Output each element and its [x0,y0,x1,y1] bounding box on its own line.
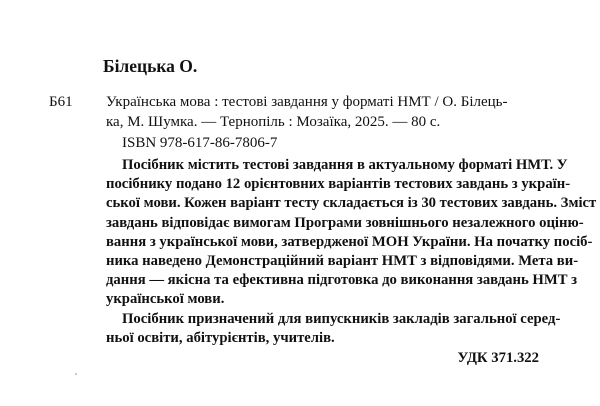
annotation-line: Посібник містить тестові завдання в актуальному форматі НМТ. У [122,157,568,173]
bibliographic-line: Українська мова : тестові завдання у форматі НМТ / О. Білець- [106,94,508,110]
annotation-line: ської мови. Кожен варіант тесту складається із 30 тестових завдань. Зміст [106,195,597,211]
annotation-line: Посібник призначений для випускників закладів загальної серед- [122,311,561,327]
annotation-line: дання — якісна та ефективна підготовка до виконання завдань НМТ з [106,272,578,288]
annotation-line: ника наведено Демонстраційний варіант НМТ з відповідями. Мета ви- [106,253,579,269]
annotation-line: завдань відповідає вимогам Програми зовнішнього незалежного оціню- [106,215,584,231]
annotation-line: ньої освіти, абітурієнтів, учителів. [106,330,335,346]
annotation-line: посібнику подано 12 орієнтовних варіантів тестових завдань з україн- [106,176,571,192]
annotation-line: вання з української мови, затвердженої МОН України. На початку посіб- [106,234,593,250]
scan-speck [75,373,77,375]
udk-code: УДК 371.322 [457,350,539,366]
bibliographic-line: ка, М. Шумка. — Тернопіль : Мозаїка, 2025. — 80 с. [106,114,441,130]
author-heading: Білецька О. [103,56,198,76]
annotation-line: української мови. [106,291,225,307]
isbn-line: ISBN 978-617-86-7806-7 [122,135,278,151]
classification-code: Б61 [49,94,73,110]
